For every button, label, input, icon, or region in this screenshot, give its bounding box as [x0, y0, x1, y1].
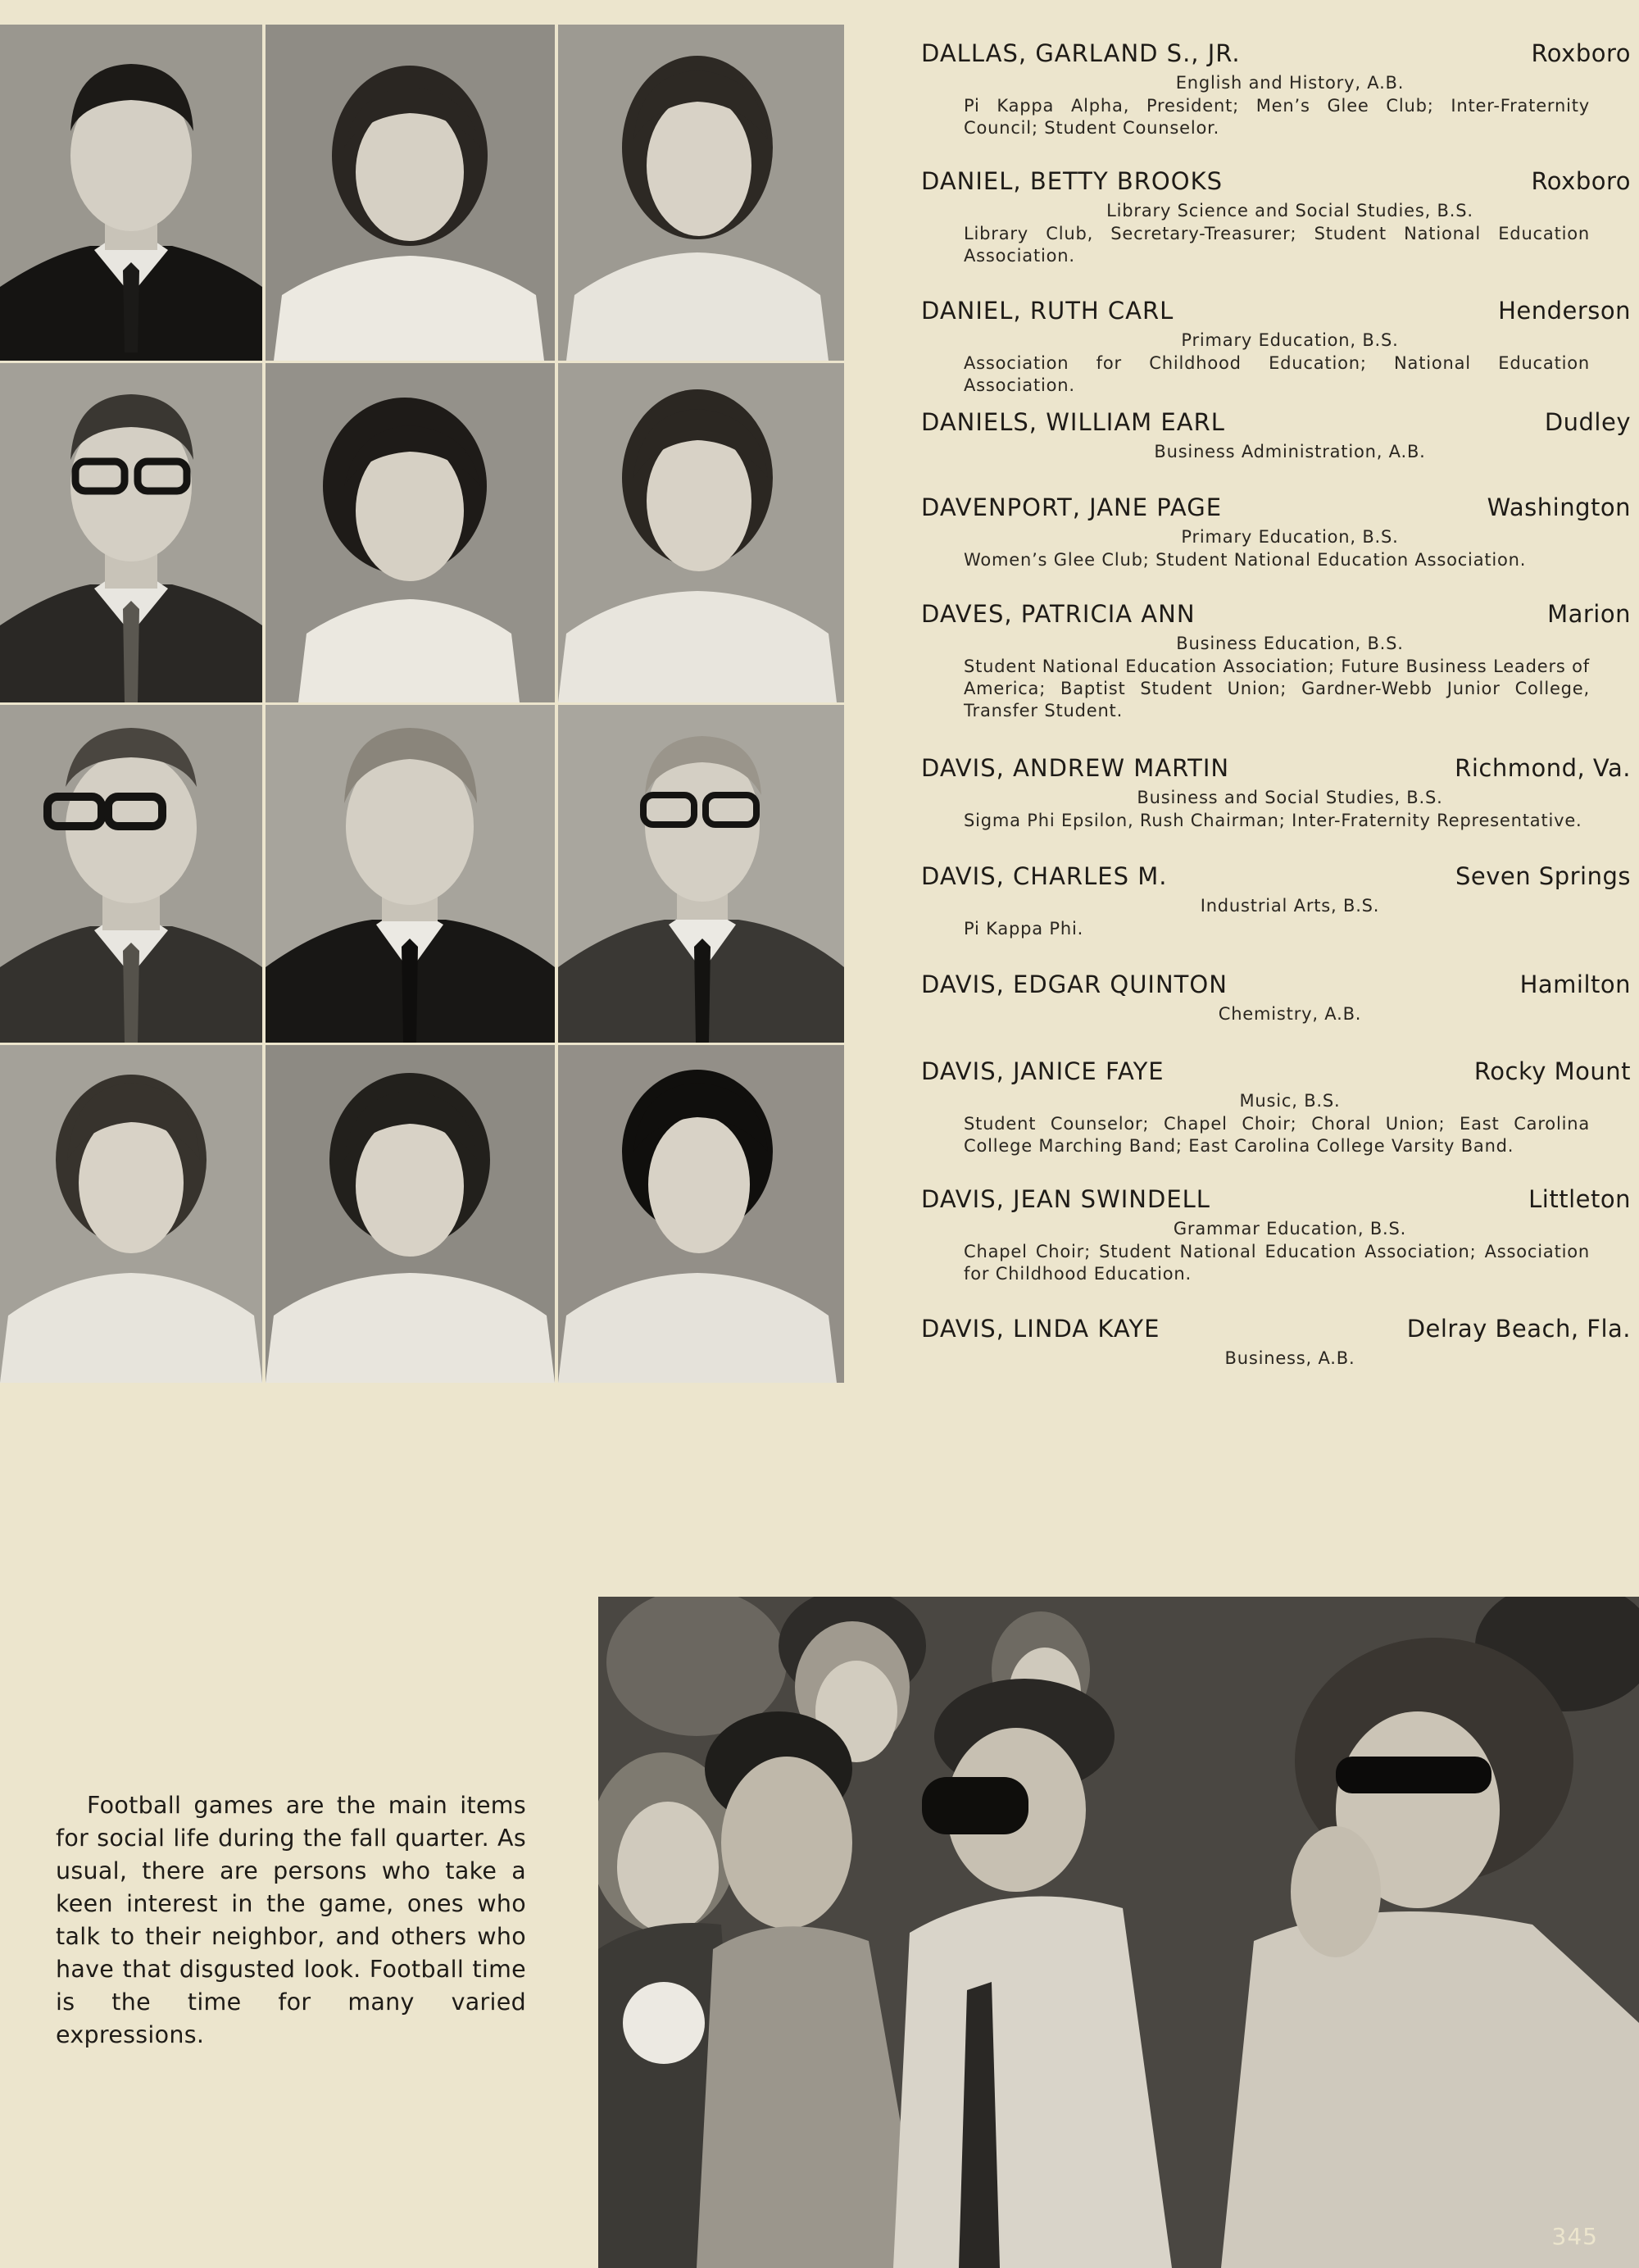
entry-name: DALLAS, GARLAND S., JR.: [921, 39, 1241, 67]
entry: [916, 862, 1631, 940]
entry-name: DAVIS, ANDREW MARTIN: [921, 754, 1230, 782]
entry-name: DAVIS, EDGAR QUINTON: [921, 970, 1228, 998]
entry-name: DAVENPORT, JANE PAGE: [921, 493, 1223, 521]
entry-name: DAVIS, LINDA KAYE: [921, 1315, 1160, 1343]
entry-name: DANIEL, RUTH CARL: [921, 297, 1174, 325]
entry: [916, 167, 1631, 267]
entry-activities: Chapel Choir; Student National Education Association; Association for Childhood Education.: [964, 1242, 1590, 1284]
portrait-photo: [558, 25, 844, 361]
photo-caption: Football games are the main items for social life during the fall quarter. As usual, there are persons who take a keen interest in the game, ones who talk to their neighbor, and others who have that disgusted look. Football time is the time for many varied expressions.: [56, 1792, 526, 2048]
entry: [916, 970, 1631, 1025]
page-number: 345: [1551, 2223, 1598, 2250]
entry: [916, 39, 1631, 139]
entry-hometown: Hamilton: [1519, 970, 1631, 998]
entry-degree: Library Science and Social Studies, B.S.: [1106, 201, 1473, 220]
entry-hometown: Marion: [1547, 600, 1631, 628]
portrait-photo: [266, 363, 555, 702]
entry-name: DANIEL, BETTY BROOKS: [921, 167, 1224, 195]
entry-degree: Industrial Arts, B.S.: [1200, 896, 1380, 916]
entry-name: DAVIS, JANICE FAYE: [921, 1057, 1165, 1085]
portrait-photo: [558, 705, 844, 1043]
entry-activities: Student Counselor; Chapel Choir; Choral Union; East Carolina College Marching Band; East Carolina College Varsity Band.: [964, 1114, 1590, 1156]
entry-hometown: Seven Springs: [1455, 862, 1631, 890]
entry-degree: Primary Education, B.S.: [1181, 527, 1399, 547]
portrait-photo: [558, 363, 844, 702]
portrait-photo: [0, 705, 262, 1043]
entry-degree: Business, A.B.: [1224, 1348, 1355, 1368]
entry-activities: Library Club, Secretary-Treasurer; Student National Education Association.: [964, 224, 1590, 266]
entry-activities: Pi Kappa Alpha, President; Men’s Glee Club; Inter-Fraternity Council; Student Counselor.: [964, 96, 1590, 138]
entry-degree: Music, B.S.: [1239, 1091, 1341, 1111]
entry: [916, 297, 1631, 397]
entry: [916, 493, 1631, 571]
entry-hometown: Dudley: [1544, 408, 1631, 436]
entry-hometown: Roxboro: [1531, 39, 1631, 67]
football-crowd-photo: [598, 1597, 1639, 2268]
entry-degree: Business Education, B.S.: [1176, 634, 1404, 653]
entry-hometown: Richmond, Va.: [1455, 754, 1631, 782]
entry-name: DAVIS, CHARLES M.: [921, 862, 1168, 890]
entry-hometown: Henderson: [1498, 297, 1631, 325]
entry: [916, 1057, 1631, 1157]
entry-hometown: Littleton: [1528, 1185, 1631, 1213]
entry: [916, 1185, 1631, 1285]
entry-degree: Business and Social Studies, B.S.: [1137, 788, 1443, 807]
entry-hometown: Rocky Mount: [1473, 1057, 1631, 1085]
entry: [916, 600, 1631, 722]
entry-name: DANIELS, WILLIAM EARL: [921, 408, 1225, 436]
entry-degree: Chemistry, A.B.: [1218, 1004, 1362, 1024]
entry-name: DAVES, PATRICIA ANN: [921, 600, 1196, 628]
entry-hometown: Delray Beach, Fla.: [1406, 1315, 1631, 1343]
portrait-grid: [0, 25, 844, 1389]
entry-activities: Sigma Phi Epsilon, Rush Chairman; Inter-Fraternity Representative.: [964, 811, 1582, 830]
entry-degree: English and History, A.B.: [1175, 73, 1405, 93]
entry-activities: Association for Childhood Education; National Education Association.: [964, 353, 1590, 395]
entry-hometown: Washington: [1487, 493, 1631, 521]
entry-hometown: Roxboro: [1531, 167, 1631, 195]
portrait-photo: [266, 25, 555, 361]
entry: [916, 754, 1631, 832]
entry-degree: Primary Education, B.S.: [1181, 330, 1399, 350]
entry: [916, 1315, 1631, 1369]
entry-degree: Grammar Education, B.S.: [1173, 1219, 1407, 1239]
portrait-photo: [0, 25, 262, 361]
portrait-photo: [0, 363, 262, 702]
entry-degree: Business Administration, A.B.: [1154, 442, 1426, 461]
portrait-photo: [0, 1045, 262, 1383]
entry: [916, 408, 1631, 462]
entry-activities: Pi Kappa Phi.: [964, 919, 1084, 939]
entry-activities: Student National Education Association; Future Business Leaders of America; Baptist Student Union; Gardner-Webb Junior College, Transfer Student.: [964, 657, 1590, 720]
portrait-photo: [558, 1045, 844, 1383]
portrait-photo: [266, 1045, 555, 1383]
portrait-photo: [266, 705, 555, 1043]
entry-name: DAVIS, JEAN SWINDELL: [921, 1185, 1210, 1213]
entry-activities: Women’s Glee Club; Student National Education Association.: [964, 550, 1527, 570]
